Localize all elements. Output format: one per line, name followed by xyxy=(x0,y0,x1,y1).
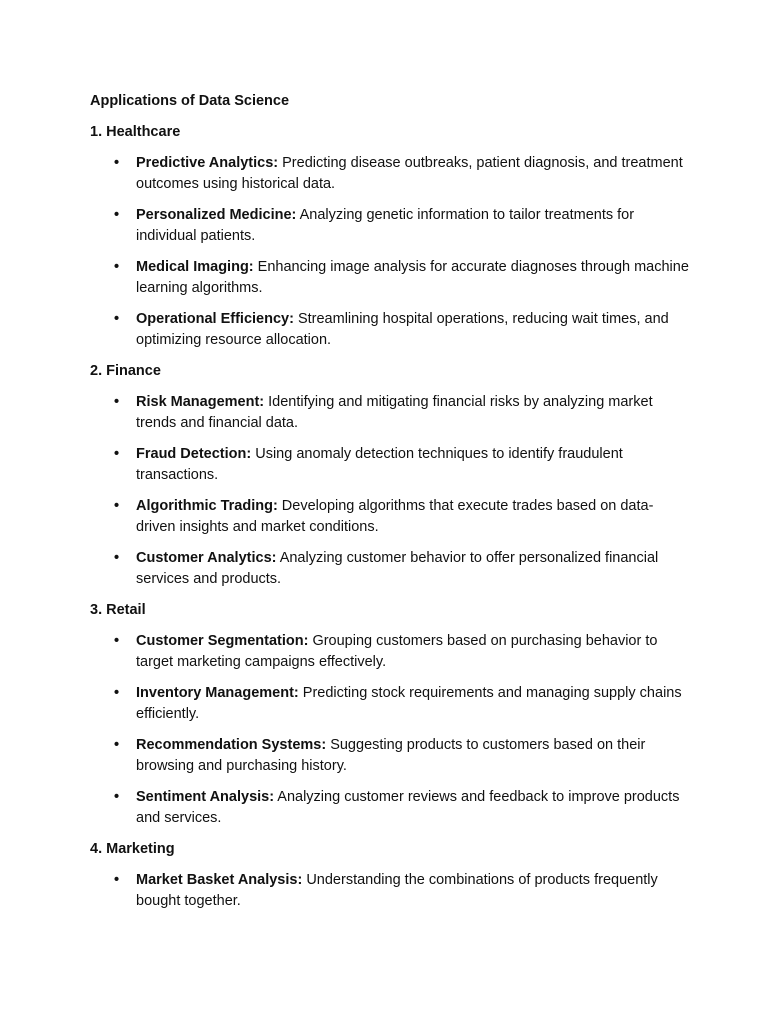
list-item xyxy=(90,392,690,434)
item-text: Analyzing customer reviews and feedback to improve products and services. xyxy=(136,789,680,826)
bullet-icon: • xyxy=(114,872,120,888)
bullet-icon: • xyxy=(114,155,120,171)
item-term: Algorithmic Trading: xyxy=(136,498,278,514)
item-term: Personalized Medicine: xyxy=(136,207,297,223)
list-item xyxy=(90,309,690,351)
list-item xyxy=(90,683,690,725)
section-heading: 1. Healthcare xyxy=(90,124,181,140)
bullet-list xyxy=(90,870,690,912)
section-finance xyxy=(90,361,690,590)
item-term: Risk Management: xyxy=(136,394,265,410)
bullet-icon: • xyxy=(114,737,120,753)
bullet-icon: • xyxy=(114,394,120,410)
list-item xyxy=(90,257,690,299)
list-item xyxy=(90,496,690,538)
bullet-list xyxy=(90,631,690,829)
section-retail xyxy=(90,600,690,829)
bullet-icon: • xyxy=(114,498,120,514)
item-term: Sentiment Analysis: xyxy=(136,789,275,805)
item-term: Market Basket Analysis: xyxy=(136,872,303,888)
item-text: Suggesting products to customers based on their browsing and purchasing history. xyxy=(136,737,646,774)
bullet-icon: • xyxy=(114,446,120,462)
bullet-icon: • xyxy=(114,685,120,701)
section-marketing xyxy=(90,839,690,912)
list-item xyxy=(90,444,690,486)
item-term: Recommendation Systems: xyxy=(136,737,327,753)
item-term: Predictive Analytics: xyxy=(136,155,279,171)
item-term: Inventory Management: xyxy=(136,685,299,701)
list-item xyxy=(90,787,690,829)
section-heading: 2. Finance xyxy=(90,363,161,379)
list-item xyxy=(90,631,690,673)
item-text: Using anomaly detection techniques to identify fraudulent transactions. xyxy=(136,446,623,483)
bullet-icon: • xyxy=(114,633,120,649)
section-heading: 4. Marketing xyxy=(90,841,175,857)
list-item xyxy=(90,548,690,590)
item-text: Grouping customers based on purchasing behavior to target marketing campaigns effectively. xyxy=(136,633,658,670)
bullet-icon: • xyxy=(114,789,120,805)
bullet-icon: • xyxy=(114,311,120,327)
item-term: Customer Analytics: xyxy=(136,550,277,566)
item-text: Understanding the combinations of products frequently bought together. xyxy=(136,872,658,909)
document-title: Applications of Data Science xyxy=(90,93,290,109)
item-text: Predicting stock requirements and managing supply chains efficiently. xyxy=(136,685,682,722)
item-text: Streamlining hospital operations, reducing wait times, and optimizing resource allocation. xyxy=(136,311,669,348)
bullet-list xyxy=(90,392,690,590)
item-term: Fraud Detection: xyxy=(136,446,252,462)
list-item xyxy=(90,205,690,247)
item-text: Identifying and mitigating financial risks by analyzing market trends and financial data. xyxy=(136,394,653,431)
bullet-icon: • xyxy=(114,207,120,223)
list-item xyxy=(90,153,690,195)
bullet-icon: • xyxy=(114,550,120,566)
section-healthcare xyxy=(90,122,690,351)
item-text: Analyzing customer behavior to offer personalized financial services and products. xyxy=(136,550,659,587)
list-item xyxy=(90,735,690,777)
item-text: Predicting disease outbreaks, patient diagnosis, and treatment outcomes using historical data. xyxy=(136,155,683,192)
item-text: Analyzing genetic information to tailor treatments for individual patients. xyxy=(136,207,635,244)
item-term: Customer Segmentation: xyxy=(136,633,309,649)
document-page xyxy=(90,91,690,922)
item-text: Enhancing image analysis for accurate diagnoses through machine learning algorithms. xyxy=(136,259,689,296)
section-heading: 3. Retail xyxy=(90,602,146,618)
item-term: Operational Efficiency: xyxy=(136,311,294,327)
item-text: Developing algorithms that execute trades based on data-driven insights and market conditions. xyxy=(136,498,654,535)
item-term: Medical Imaging: xyxy=(136,259,254,275)
list-item xyxy=(90,870,690,912)
bullet-icon: • xyxy=(114,259,120,275)
bullet-list xyxy=(90,153,690,351)
